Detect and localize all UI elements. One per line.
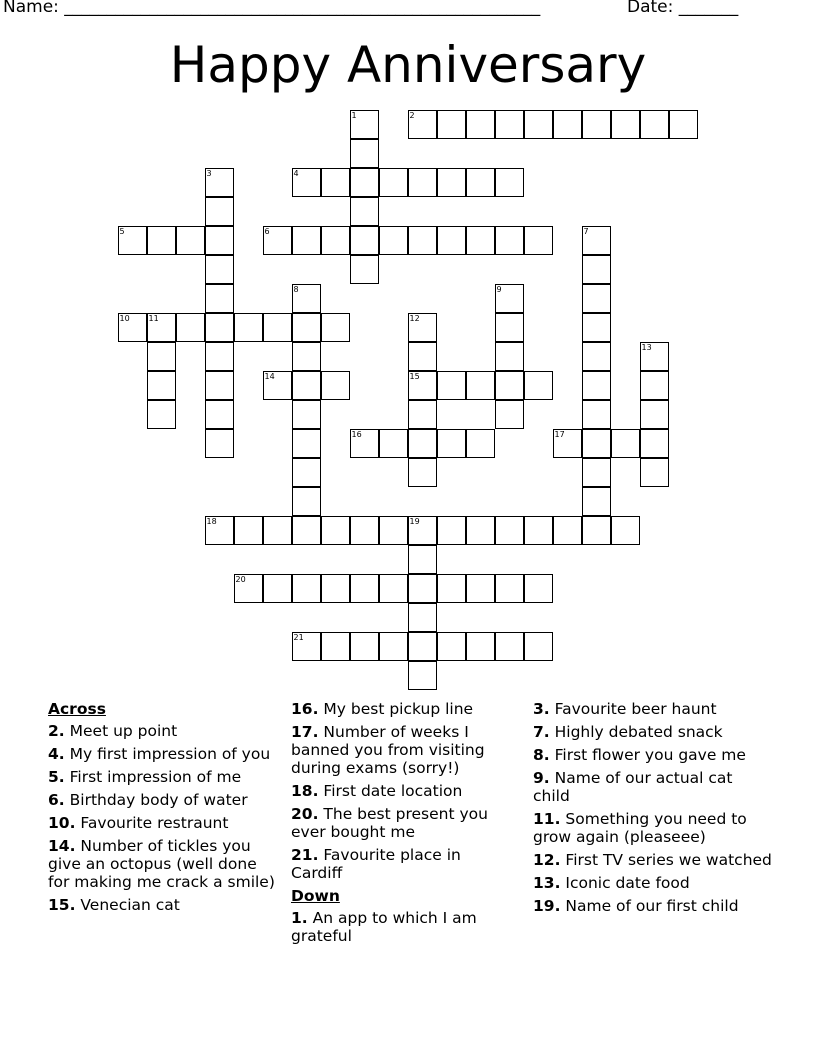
grid-cell[interactable] (437, 429, 466, 458)
grid-cell[interactable] (379, 516, 408, 545)
grid-cell[interactable] (466, 371, 495, 400)
grid-cell[interactable] (582, 226, 611, 255)
clues-column-2 (291, 700, 516, 950)
grid-cell[interactable] (292, 516, 321, 545)
clue-number: 2 (409, 111, 415, 120)
grid-cell[interactable] (466, 226, 495, 255)
grid-cell[interactable] (350, 168, 379, 197)
clue-number: 12 (409, 314, 420, 323)
down-clue (533, 897, 773, 915)
grid-cell[interactable] (553, 110, 582, 139)
grid-cell[interactable] (408, 400, 437, 429)
grid-cell[interactable] (379, 226, 408, 255)
grid-cell[interactable] (205, 284, 234, 313)
grid-cell[interactable] (350, 574, 379, 603)
clue-number-label: 12. (533, 851, 561, 869)
grid-cell[interactable] (147, 226, 176, 255)
clue-text: The best present you ever bought me (291, 805, 488, 841)
grid-cell[interactable] (292, 458, 321, 487)
grid-cell[interactable] (118, 226, 147, 255)
grid-cell[interactable] (582, 458, 611, 487)
grid-cell[interactable] (611, 110, 640, 139)
grid-cell[interactable] (582, 429, 611, 458)
grid-cell[interactable] (408, 632, 437, 661)
clue-number-label: 13. (533, 874, 561, 892)
grid-cell[interactable] (437, 516, 466, 545)
grid-cell[interactable] (582, 110, 611, 139)
clue-number-label: 17. (291, 723, 319, 741)
clue-text: First date location (323, 782, 463, 800)
down-clue (533, 769, 773, 805)
grid-cell[interactable] (321, 226, 350, 255)
grid-cell[interactable] (582, 487, 611, 516)
grid-cell[interactable] (582, 516, 611, 545)
clue-number: 17 (554, 430, 565, 439)
grid-cell[interactable] (437, 632, 466, 661)
grid-cell[interactable] (292, 400, 321, 429)
clue-number-label: 19. (533, 897, 561, 915)
grid-cell[interactable] (205, 168, 234, 197)
grid-cell[interactable] (292, 429, 321, 458)
grid-cell[interactable] (640, 371, 669, 400)
grid-cell[interactable] (408, 458, 437, 487)
grid-cell[interactable] (321, 516, 350, 545)
grid-cell[interactable] (466, 632, 495, 661)
clues-column-1 (48, 700, 278, 919)
clue-number-label: 1. (291, 909, 308, 927)
clue-text: My first impression of you (69, 745, 271, 763)
grid-cell[interactable] (205, 429, 234, 458)
grid-cell[interactable] (466, 110, 495, 139)
grid-cell[interactable] (495, 574, 524, 603)
clue-text: First impression of me (69, 768, 242, 786)
grid-cell[interactable] (408, 342, 437, 371)
grid-cell[interactable] (263, 313, 292, 342)
clue-number: 7 (583, 227, 589, 236)
grid-cell[interactable] (582, 313, 611, 342)
grid-cell[interactable] (321, 371, 350, 400)
grid-cell[interactable] (350, 632, 379, 661)
grid-cell[interactable] (176, 313, 205, 342)
grid-cell[interactable] (205, 313, 234, 342)
grid-cell[interactable] (437, 574, 466, 603)
clue-number: 9 (496, 285, 502, 294)
clue-number: 10 (119, 314, 130, 323)
clue-number-label: 4. (48, 745, 65, 763)
clue-number: 3 (206, 169, 212, 178)
clue-text: Number of tickles you give an octopus (well done for making me crack a smile) (48, 837, 275, 891)
across-clue (48, 837, 278, 891)
grid-cell[interactable] (408, 168, 437, 197)
clue-number: 4 (293, 169, 299, 178)
clue-number-label: 11. (533, 810, 561, 828)
clue-number-label: 3. (533, 700, 550, 718)
grid-cell[interactable] (408, 110, 437, 139)
grid-cell[interactable] (582, 284, 611, 313)
grid-cell[interactable] (408, 545, 437, 574)
grid-cell[interactable] (408, 603, 437, 632)
down-clue (533, 723, 773, 741)
clue-number: 1 (351, 111, 357, 120)
grid-cell[interactable] (466, 429, 495, 458)
grid-cell[interactable] (147, 371, 176, 400)
grid-cell[interactable] (582, 255, 611, 284)
grid-cell[interactable] (379, 632, 408, 661)
grid-cell[interactable] (640, 342, 669, 371)
clue-text: First flower you gave me (554, 746, 746, 764)
clue-number: 6 (264, 227, 270, 236)
grid-cell[interactable] (147, 342, 176, 371)
grid-cell[interactable] (495, 284, 524, 313)
grid-cell[interactable] (495, 516, 524, 545)
clue-number: 5 (119, 227, 125, 236)
grid-cell[interactable] (263, 371, 292, 400)
clue-number-label: 5. (48, 768, 65, 786)
clue-number-label: 21. (291, 846, 319, 864)
down-clue (533, 810, 773, 846)
grid-cell[interactable] (524, 110, 553, 139)
grid-cell[interactable] (582, 371, 611, 400)
grid-cell[interactable] (524, 226, 553, 255)
grid-cell[interactable] (466, 516, 495, 545)
grid-cell[interactable] (640, 429, 669, 458)
grid-cell[interactable] (321, 168, 350, 197)
across-clue (291, 723, 516, 777)
clue-text: My best pickup line (323, 700, 474, 718)
grid-cell[interactable] (350, 197, 379, 226)
clue-text: Something you need to grow again (pleaseee) (533, 810, 747, 846)
grid-cell[interactable] (640, 110, 669, 139)
clue-number: 11 (148, 314, 159, 323)
grid-cell[interactable] (582, 400, 611, 429)
across-clue (48, 791, 278, 809)
grid-cell[interactable] (553, 516, 582, 545)
grid-cell[interactable] (582, 342, 611, 371)
grid-cell[interactable] (350, 110, 379, 139)
grid-cell[interactable] (263, 574, 292, 603)
grid-cell[interactable] (408, 429, 437, 458)
grid-cell[interactable] (350, 139, 379, 168)
grid-cell[interactable] (321, 574, 350, 603)
grid-cell[interactable] (147, 400, 176, 429)
clue-number: 8 (293, 285, 299, 294)
grid-cell[interactable] (640, 458, 669, 487)
grid-cell[interactable] (350, 516, 379, 545)
grid-cell[interactable] (611, 516, 640, 545)
clue-number: 14 (264, 372, 275, 381)
clue-text: Iconic date food (565, 874, 690, 892)
grid-cell[interactable] (524, 632, 553, 661)
puzzle-title: Happy Anniversary (169, 36, 647, 94)
across-clue (48, 814, 278, 832)
grid-cell[interactable] (379, 429, 408, 458)
grid-cell[interactable] (205, 516, 234, 545)
grid-cell[interactable] (611, 429, 640, 458)
across-clue (48, 722, 278, 740)
grid-cell[interactable] (292, 342, 321, 371)
grid-cell[interactable] (495, 342, 524, 371)
down-heading: Down (291, 887, 340, 905)
date-line: Date: _______ (627, 0, 739, 17)
grid-cell[interactable] (350, 226, 379, 255)
across-clue (291, 805, 516, 841)
grid-cell[interactable] (524, 574, 553, 603)
clue-number: 19 (409, 517, 420, 526)
grid-cell[interactable] (669, 110, 698, 139)
grid-cell[interactable] (292, 168, 321, 197)
grid-cell[interactable] (292, 574, 321, 603)
grid-cell[interactable] (292, 371, 321, 400)
grid-cell[interactable] (292, 313, 321, 342)
clue-number: 15 (409, 372, 420, 381)
grid-cell[interactable] (350, 429, 379, 458)
grid-cell[interactable] (495, 632, 524, 661)
grid-cell[interactable] (495, 110, 524, 139)
grid-cell[interactable] (437, 371, 466, 400)
grid-cell[interactable] (408, 574, 437, 603)
clue-number: 21 (293, 633, 304, 642)
clues-column-3 (533, 700, 773, 920)
grid-cell[interactable] (437, 226, 466, 255)
clue-text: Birthday body of water (69, 791, 248, 809)
clue-text: Favourite beer haunt (554, 700, 717, 718)
across-clue (48, 896, 278, 914)
clue-number: 20 (235, 575, 246, 584)
clue-text: Favourite restraunt (80, 814, 229, 832)
grid-cell[interactable] (205, 197, 234, 226)
clue-number-label: 14. (48, 837, 76, 855)
down-clue (533, 700, 773, 718)
grid-cell[interactable] (205, 226, 234, 255)
clue-number-label: 9. (533, 769, 550, 787)
grid-cell[interactable] (263, 226, 292, 255)
clue-number: 16 (351, 430, 362, 439)
grid-cell[interactable] (205, 371, 234, 400)
grid-cell[interactable] (321, 632, 350, 661)
clue-text: An app to which I am grateful (291, 909, 477, 945)
grid-cell[interactable] (466, 574, 495, 603)
clue-number-label: 8. (533, 746, 550, 764)
clue-text: Venecian cat (80, 896, 180, 914)
grid-cell[interactable] (466, 168, 495, 197)
grid-cell[interactable] (437, 168, 466, 197)
clue-text: Name of our first child (565, 897, 739, 915)
across-heading: Across (48, 700, 106, 718)
clue-number: 18 (206, 517, 217, 526)
clue-number: 13 (641, 343, 652, 352)
grid-cell[interactable] (234, 516, 263, 545)
across-clue (48, 745, 278, 763)
grid-cell[interactable] (234, 574, 263, 603)
grid-cell[interactable] (205, 342, 234, 371)
clue-text: Name of our actual cat child (533, 769, 733, 805)
down-clue (291, 909, 516, 945)
clue-text: Meet up point (69, 722, 178, 740)
clue-text: First TV series we watched (565, 851, 772, 869)
grid-cell[interactable] (292, 632, 321, 661)
down-clue (533, 746, 773, 764)
grid-cell[interactable] (437, 110, 466, 139)
grid-cell[interactable] (263, 516, 292, 545)
down-clue (533, 874, 773, 892)
clue-text: Highly debated snack (554, 723, 723, 741)
grid-cell[interactable] (379, 168, 408, 197)
clue-number-label: 18. (291, 782, 319, 800)
grid-cell[interactable] (495, 313, 524, 342)
grid-cell[interactable] (408, 371, 437, 400)
grid-cell[interactable] (292, 487, 321, 516)
grid-cell[interactable] (176, 226, 205, 255)
grid-cell[interactable] (553, 429, 582, 458)
grid-cell[interactable] (524, 371, 553, 400)
across-clue (291, 782, 516, 800)
clue-number-label: 2. (48, 722, 65, 740)
grid-cell[interactable] (495, 226, 524, 255)
grid-cell[interactable] (408, 661, 437, 690)
grid-cell[interactable] (495, 371, 524, 400)
clue-text: Favourite place in Cardiff (291, 846, 461, 882)
name-line: Name: ________________________________________________________ (3, 0, 541, 17)
across-clue (291, 700, 516, 718)
clue-number-label: 10. (48, 814, 76, 832)
grid-cell[interactable] (205, 400, 234, 429)
grid-cell[interactable] (379, 574, 408, 603)
across-clue (48, 768, 278, 786)
grid-cell[interactable] (408, 516, 437, 545)
clue-number-label: 15. (48, 896, 76, 914)
grid-cell[interactable] (524, 516, 553, 545)
grid-cell[interactable] (321, 313, 350, 342)
grid-cell[interactable] (640, 400, 669, 429)
grid-cell[interactable] (408, 226, 437, 255)
grid-cell[interactable] (350, 255, 379, 284)
grid-cell[interactable] (495, 400, 524, 429)
clue-number-label: 7. (533, 723, 550, 741)
clue-number-label: 6. (48, 791, 65, 809)
grid-cell[interactable] (292, 284, 321, 313)
clue-number-label: 16. (291, 700, 319, 718)
down-clue (533, 851, 773, 869)
grid-cell[interactable] (205, 255, 234, 284)
grid-cell[interactable] (147, 313, 176, 342)
grid-cell[interactable] (495, 168, 524, 197)
across-clue (291, 846, 516, 882)
grid-cell[interactable] (118, 313, 147, 342)
grid-cell[interactable] (234, 313, 263, 342)
grid-cell[interactable] (408, 313, 437, 342)
grid-cell[interactable] (292, 226, 321, 255)
clue-number-label: 20. (291, 805, 319, 823)
clue-text: Number of weeks I banned you from visiting during exams (sorry!) (291, 723, 485, 777)
